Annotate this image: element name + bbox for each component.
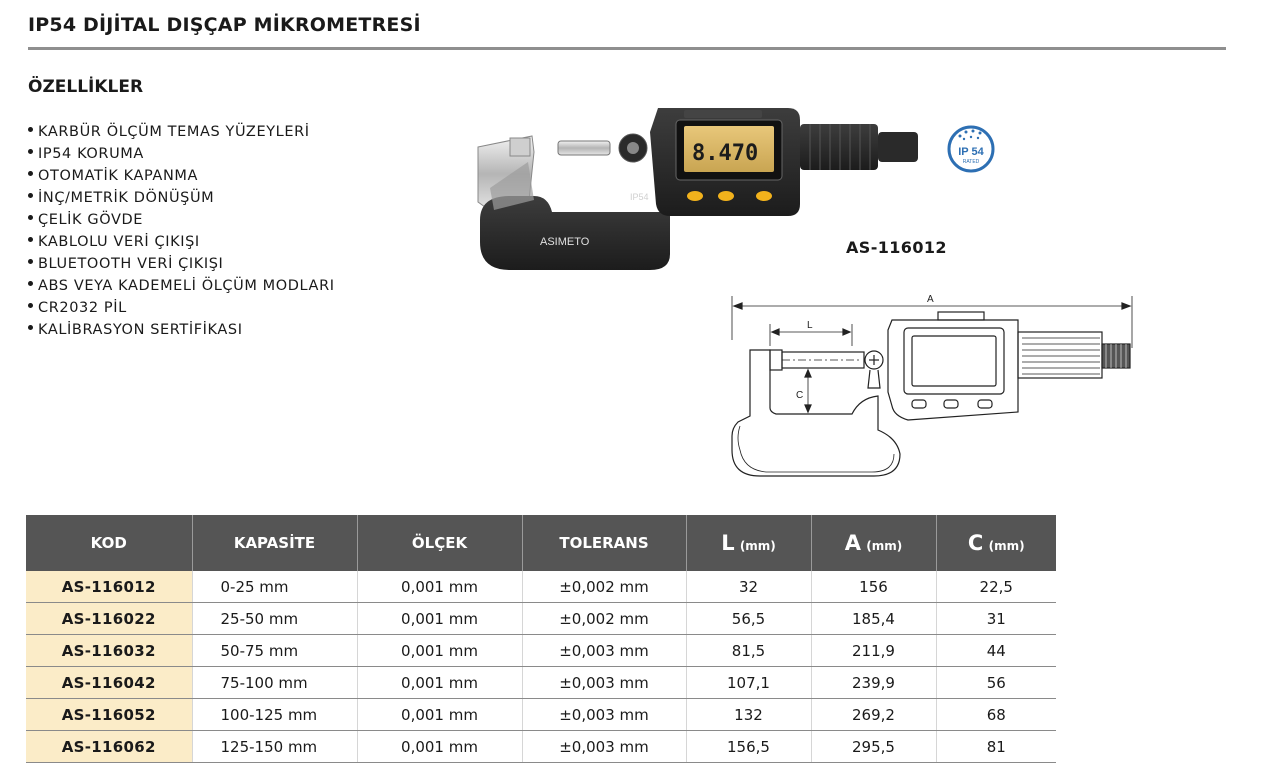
cell-kapasite: 75-100 mm (192, 667, 357, 699)
col-header-l-unit: (mm) (739, 539, 776, 553)
feature-text: BLUETOOTH VERİ ÇIKIŞI (38, 256, 224, 272)
cell-olcek: 0,001 mm (357, 731, 522, 763)
cell-tolerans: ±0,003 mm (522, 635, 686, 667)
table-row (26, 603, 1056, 635)
feature-text: OTOMATİK KAPANMA (38, 168, 199, 184)
dimension-l-label: L (807, 320, 813, 331)
cell-l: 132 (686, 699, 811, 731)
col-header-olcek: ÖLÇEK (357, 515, 522, 571)
cell-a: 269,2 (811, 699, 936, 731)
feature-item (28, 121, 335, 143)
cell-a: 211,9 (811, 635, 936, 667)
features-list (28, 121, 335, 341)
cell-olcek: 0,001 mm (357, 667, 522, 699)
cell-tolerans: ±0,003 mm (522, 699, 686, 731)
col-header-l (686, 515, 811, 571)
display-reading: 8.470 (692, 141, 759, 166)
feature-item (28, 187, 335, 209)
cell-l: 56,5 (686, 603, 811, 635)
table-row (26, 699, 1056, 731)
cell-kod: AS-116022 (26, 603, 192, 635)
spec-table (26, 515, 1056, 763)
feature-item (28, 275, 335, 297)
ip54-badge-sub: RATED (962, 159, 980, 165)
table-header-row (26, 515, 1056, 571)
brand-label: ASIMETO (540, 236, 590, 248)
feature-item (28, 231, 335, 253)
dimension-a-label: A (927, 294, 934, 305)
bullet-icon (28, 303, 33, 308)
bullet-icon (28, 281, 33, 286)
cell-kapasite: 25-50 mm (192, 603, 357, 635)
feature-item (28, 297, 335, 319)
col-header-c (936, 515, 1056, 571)
cell-olcek: 0,001 mm (357, 571, 522, 603)
bullet-icon (28, 237, 33, 242)
ip54-badge-text: IP 54 (958, 146, 984, 158)
feature-item (28, 319, 335, 341)
cell-tolerans: ±0,003 mm (522, 731, 686, 763)
col-header-kapasite: KAPASİTE (192, 515, 357, 571)
col-header-kod: KOD (26, 515, 192, 571)
dimension-drawing (722, 288, 1142, 484)
table-row (26, 571, 1056, 603)
cell-tolerans: ±0,002 mm (522, 571, 686, 603)
feature-text: ABS VEYA KADEMELİ ÖLÇÜM MODLARI (38, 278, 335, 294)
feature-text: KARBÜR ÖLÇÜM TEMAS YÜZEYLERİ (38, 124, 310, 140)
cell-kapasite: 0-25 mm (192, 571, 357, 603)
dimension-c-label: C (796, 390, 804, 401)
cell-kapasite: 100-125 mm (192, 699, 357, 731)
cell-kod: AS-116062 (26, 731, 192, 763)
feature-text: KALİBRASYON SERTİFİKASI (38, 322, 243, 338)
cell-a: 156 (811, 571, 936, 603)
cell-kod: AS-116052 (26, 699, 192, 731)
cell-c: 44 (936, 635, 1056, 667)
cell-tolerans: ±0,003 mm (522, 667, 686, 699)
cell-c: 56 (936, 667, 1056, 699)
feature-item (28, 143, 335, 165)
cell-l: 81,5 (686, 635, 811, 667)
col-header-a-unit: (mm) (866, 539, 903, 553)
bullet-icon (28, 259, 33, 264)
feature-text: İNÇ/METRİK DÖNÜŞÜM (38, 190, 215, 206)
features-heading: ÖZELLİKLER (28, 77, 144, 97)
cell-kapasite: 50-75 mm (192, 635, 357, 667)
col-header-a (811, 515, 936, 571)
feature-text: CR2032 PİL (38, 300, 127, 316)
cell-tolerans: ±0,002 mm (522, 603, 686, 635)
ip-label: IP54 (630, 192, 649, 202)
bullet-icon (28, 193, 33, 198)
cell-a: 185,4 (811, 603, 936, 635)
bullet-icon (28, 171, 33, 176)
cell-kapasite: 125-150 mm (192, 731, 357, 763)
bullet-icon (28, 149, 33, 154)
col-header-c-letter: C (967, 531, 984, 555)
cell-kod: AS-116012 (26, 571, 192, 603)
feature-item (28, 165, 335, 187)
cell-c: 68 (936, 699, 1056, 731)
feature-text: ÇELİK GÖVDE (38, 212, 143, 228)
model-label: AS-116012 (846, 238, 947, 257)
table-row (26, 667, 1056, 699)
cell-c: 22,5 (936, 571, 1056, 603)
bullet-icon (28, 215, 33, 220)
cell-a: 239,9 (811, 667, 936, 699)
cell-l: 156,5 (686, 731, 811, 763)
page-title: IP54 DİJİTAL DIŞÇAP MİKROMETRESİ (28, 14, 421, 36)
feature-item (28, 253, 335, 275)
table-row (26, 731, 1056, 763)
table-row (26, 635, 1056, 667)
feature-item (28, 209, 335, 231)
ip54-badge (946, 124, 996, 174)
cell-olcek: 0,001 mm (357, 699, 522, 731)
cell-olcek: 0,001 mm (357, 603, 522, 635)
col-header-l-letter: L (721, 531, 735, 555)
title-divider (28, 47, 1226, 50)
col-header-a-letter: A (844, 531, 862, 555)
col-header-tolerans: TOLERANS (522, 515, 686, 571)
cell-olcek: 0,001 mm (357, 635, 522, 667)
cell-l: 107,1 (686, 667, 811, 699)
bullet-icon (28, 127, 33, 132)
cell-c: 81 (936, 731, 1056, 763)
feature-text: IP54 KORUMA (38, 146, 144, 162)
cell-c: 31 (936, 603, 1056, 635)
col-header-c-unit: (mm) (988, 539, 1025, 553)
feature-text: KABLOLU VERİ ÇIKIŞI (38, 234, 200, 250)
bullet-icon (28, 325, 33, 330)
cell-kod: AS-116032 (26, 635, 192, 667)
cell-l: 32 (686, 571, 811, 603)
cell-a: 295,5 (811, 731, 936, 763)
cell-kod: AS-116042 (26, 667, 192, 699)
